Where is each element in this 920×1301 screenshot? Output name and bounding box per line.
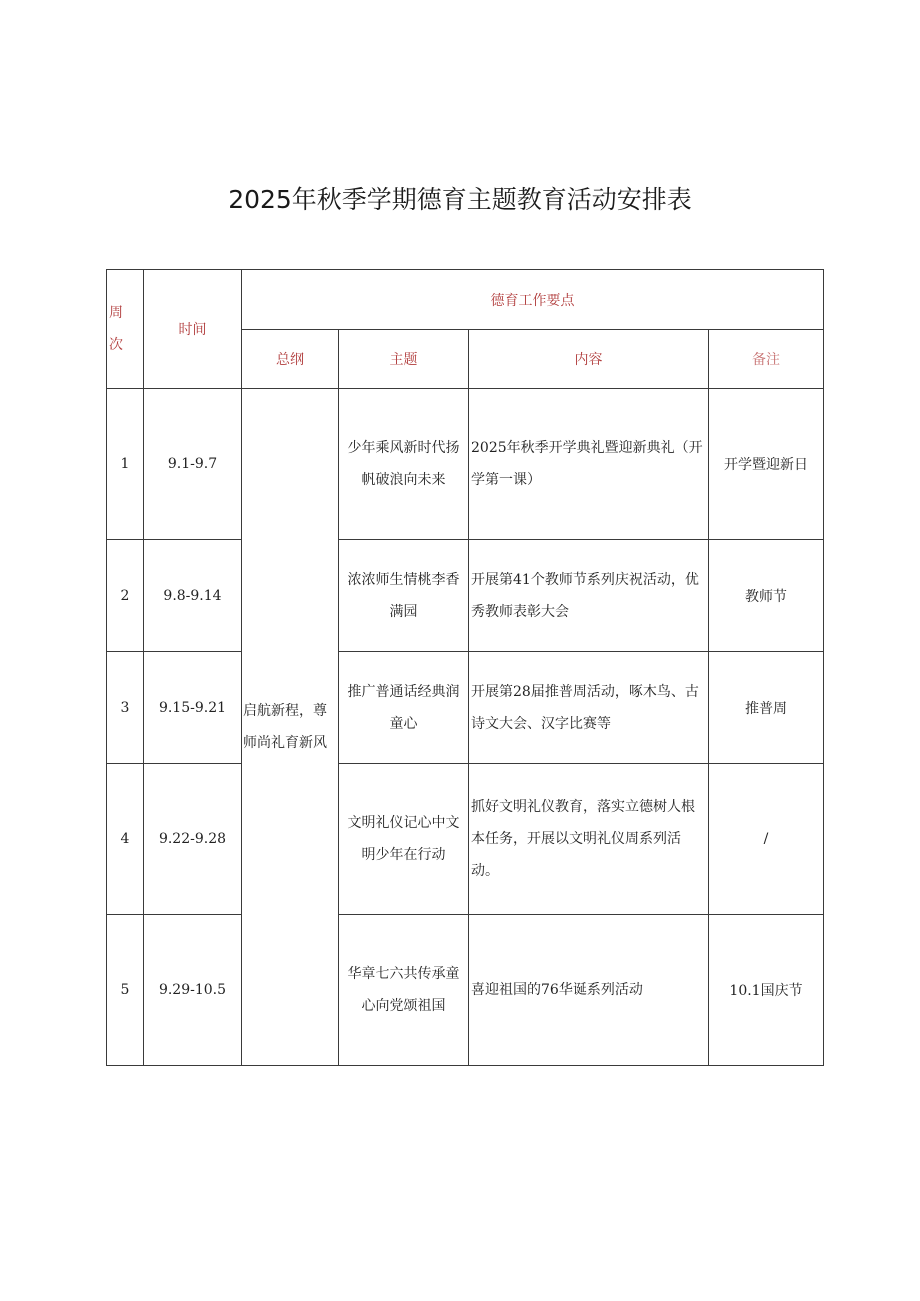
- theme-cell: 文明礼仪记心中文明少年在行动: [339, 764, 469, 915]
- outline-cell: 启航新程，尊师尚礼育新风: [242, 389, 339, 1066]
- content-cell: 开展第41个教师节系列庆祝活动，优秀教师表彰大会: [469, 540, 709, 652]
- theme-cell: 推广普通话经典润童心: [339, 652, 469, 764]
- remark-cell: 开学暨迎新日: [709, 389, 824, 540]
- header-content: 内容: [469, 330, 709, 389]
- content-cell: 抓好文明礼仪教育，落实立德树人根本任务，开展以文明礼仪周系列活动。: [469, 764, 709, 915]
- theme-cell: 浓浓师生情桃李香满园: [339, 540, 469, 652]
- header-remark: 备注: [709, 330, 824, 389]
- table-row: [107, 389, 824, 540]
- table-row: [107, 764, 824, 915]
- week-cell: 1: [107, 389, 144, 540]
- header-week: [107, 270, 144, 389]
- content-cell: 喜迎祖国的76华诞系列活动: [469, 915, 709, 1066]
- header-theme: 主题: [339, 330, 469, 389]
- table-row: [107, 915, 824, 1066]
- week-cell: 4: [107, 764, 144, 915]
- header-week-line2: 次: [109, 337, 123, 353]
- header-row-top: [107, 270, 824, 330]
- theme-cell: 少年乘风新时代扬帆破浪向未来: [339, 389, 469, 540]
- content-cell: 开展第28届推普周活动，啄木鸟、古诗文大会、汉字比赛等: [469, 652, 709, 764]
- remark-cell: 推普周: [709, 652, 824, 764]
- table-row: [107, 540, 824, 652]
- schedule-table: [106, 269, 824, 1066]
- remark-cell: 10.1国庆节: [709, 915, 824, 1066]
- time-cell: 9.15-9.21: [144, 652, 242, 764]
- header-outline: 总纲: [242, 330, 339, 389]
- content-cell: 2025年秋季开学典礼暨迎新典礼（开学第一课）: [469, 389, 709, 540]
- time-cell: 9.8-9.14: [144, 540, 242, 652]
- time-cell: 9.22-9.28: [144, 764, 242, 915]
- header-group: 德育工作要点: [242, 270, 824, 330]
- header-week-line1: 周: [109, 305, 123, 321]
- time-cell: 9.1-9.7: [144, 389, 242, 540]
- remark-cell: 教师节: [709, 540, 824, 652]
- header-time: 时间: [144, 270, 242, 389]
- week-cell: 2: [107, 540, 144, 652]
- page-title: 2025年秋季学期德育主题教育活动安排表: [228, 185, 692, 214]
- time-cell: 9.29-10.5: [144, 915, 242, 1066]
- theme-cell: 华章七六共传承童心向党颂祖国: [339, 915, 469, 1066]
- remark-cell: /: [709, 764, 824, 915]
- week-cell: 5: [107, 915, 144, 1066]
- week-cell: 3: [107, 652, 144, 764]
- table-row: [107, 652, 824, 764]
